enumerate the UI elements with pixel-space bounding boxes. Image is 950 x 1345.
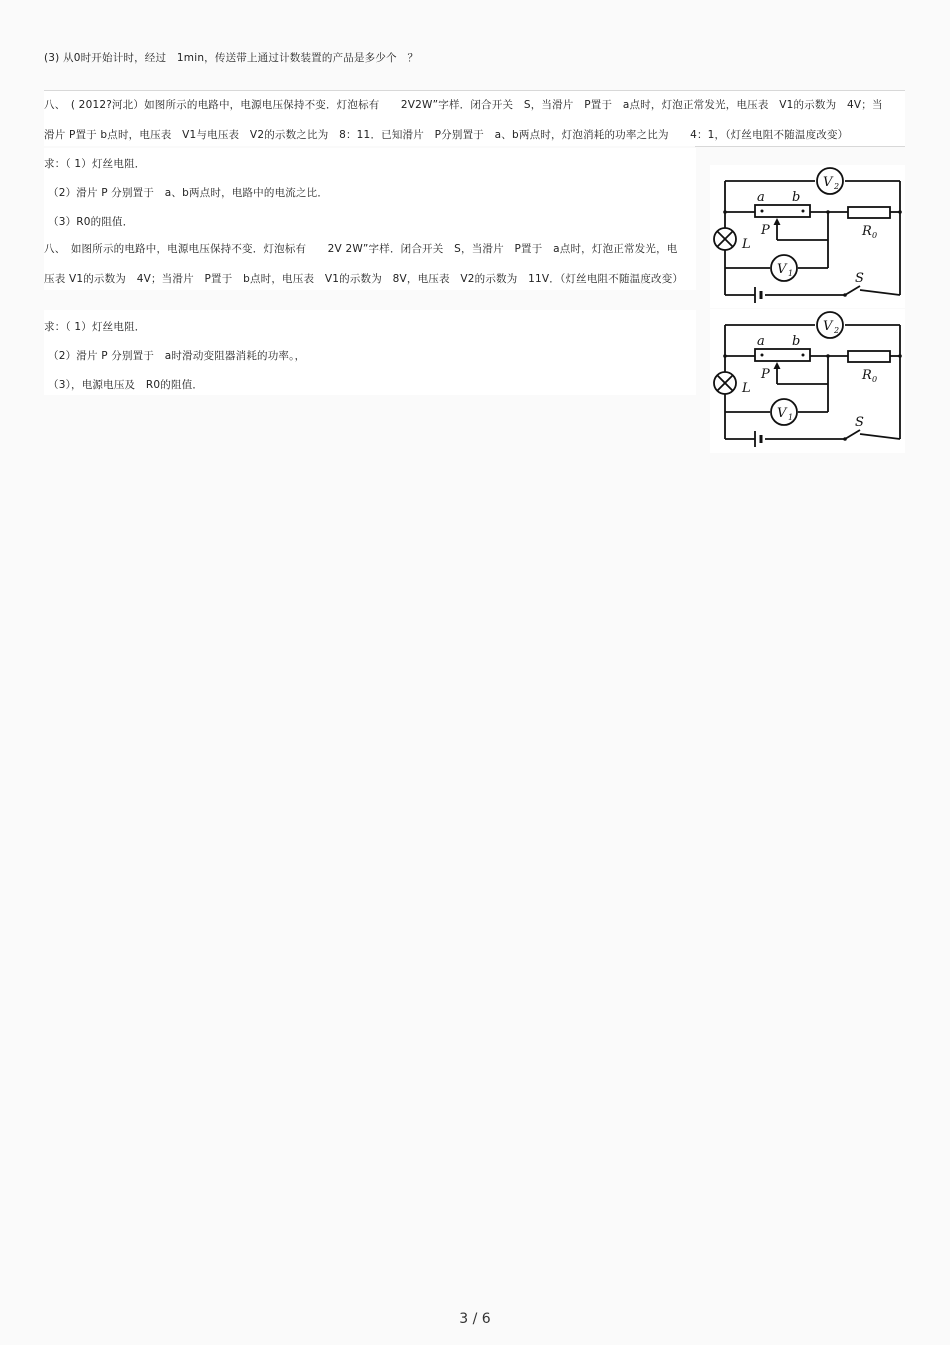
problem-2-ask: 求：（ 1）灯丝电阻．: [44, 321, 146, 333]
switch-s-label: S: [855, 415, 864, 430]
circuit-diagram-1: [710, 165, 905, 308]
problem-1-line-1: 八、 ( 2012?河北）如图所示的电路中，电源电压保持不变．灯泡标有 2V2W”字样．闭合开关 S，当滑片 P置于 a点时，灯泡正常发光，电压表 V1的示数为 4V；当: [44, 99, 883, 111]
voltmeter-v2-subscript: 2: [834, 182, 840, 191]
voltmeter-v1-label: V: [777, 262, 787, 277]
lamp-l-label: L: [742, 381, 751, 396]
voltmeter-v1-label: V: [777, 406, 787, 421]
problem-1-line-2: 滑片 P置于 b点时，电压表 V1与电压表 V2的示数之比为 8：11．已知滑片 P分别置于 a、b两点时，灯泡消耗的功率之比为 4：1，（灯丝电阻不随温度改变）: [44, 129, 849, 141]
lamp-l-label: L: [742, 237, 751, 252]
voltmeter-v2-label: V: [823, 319, 833, 334]
terminal-a-label: a: [757, 334, 765, 349]
problem-2-line-1: 八、 如图所示的电路中，电源电压保持不变．灯泡标有 2V 2W”字样．闭合开关 S，当滑片 P置于 a点时，灯泡正常发光，电: [44, 243, 678, 255]
slider-p-label: P: [761, 367, 770, 382]
resistor-r0-subscript: 0: [872, 375, 878, 384]
terminal-a-label: a: [757, 190, 765, 205]
circuit-diagram-svg: [710, 165, 905, 308]
divider: [44, 90, 905, 91]
problem-2-question-2: （2）滑片 P 分别置于 a时滑动变阻器消耗的功率。，: [48, 350, 306, 362]
problem-1-question-2: （2）滑片 P 分别置于 a、b两点时，电路中的电流之比．: [48, 187, 329, 199]
voltmeter-v1-subscript: 1: [788, 413, 794, 422]
resistor-r0-label: R: [862, 224, 872, 239]
divider: [695, 146, 905, 147]
previous-question-3: (3) 从0时开始计时，经过 1min，传送带上通过计数装置的产品是多少个 ？: [44, 52, 419, 64]
switch-s-label: S: [855, 271, 864, 286]
resistor-r0-label: R: [862, 368, 872, 383]
voltmeter-v2-subscript: 2: [834, 326, 840, 335]
problem-2-line-2: 压表 V1的示数为 4V；当滑片 P置于 b点时，电压表 V1的示数为 8V，电压表 V2的示数为 11V．（灯丝电阻不随温度改变）: [44, 273, 684, 285]
problem-1-ask: 求：（ 1）灯丝电阻．: [44, 158, 146, 170]
voltmeter-v1-subscript: 1: [788, 269, 794, 278]
page-number: 3 / 6: [459, 1311, 491, 1327]
circuit-diagram-svg: [710, 309, 905, 453]
terminal-b-label: b: [792, 190, 801, 205]
voltmeter-v2-label: V: [823, 175, 833, 190]
terminal-b-label: b: [792, 334, 801, 349]
problem-1-question-3: （3）R0的阻值．: [48, 216, 134, 228]
circuit-diagram-2: [710, 309, 905, 453]
slider-p-label: P: [761, 223, 770, 238]
problem-2-question-3: （3），电源电压及 R0的阻值．: [48, 379, 204, 391]
resistor-r0-subscript: 0: [872, 231, 878, 240]
